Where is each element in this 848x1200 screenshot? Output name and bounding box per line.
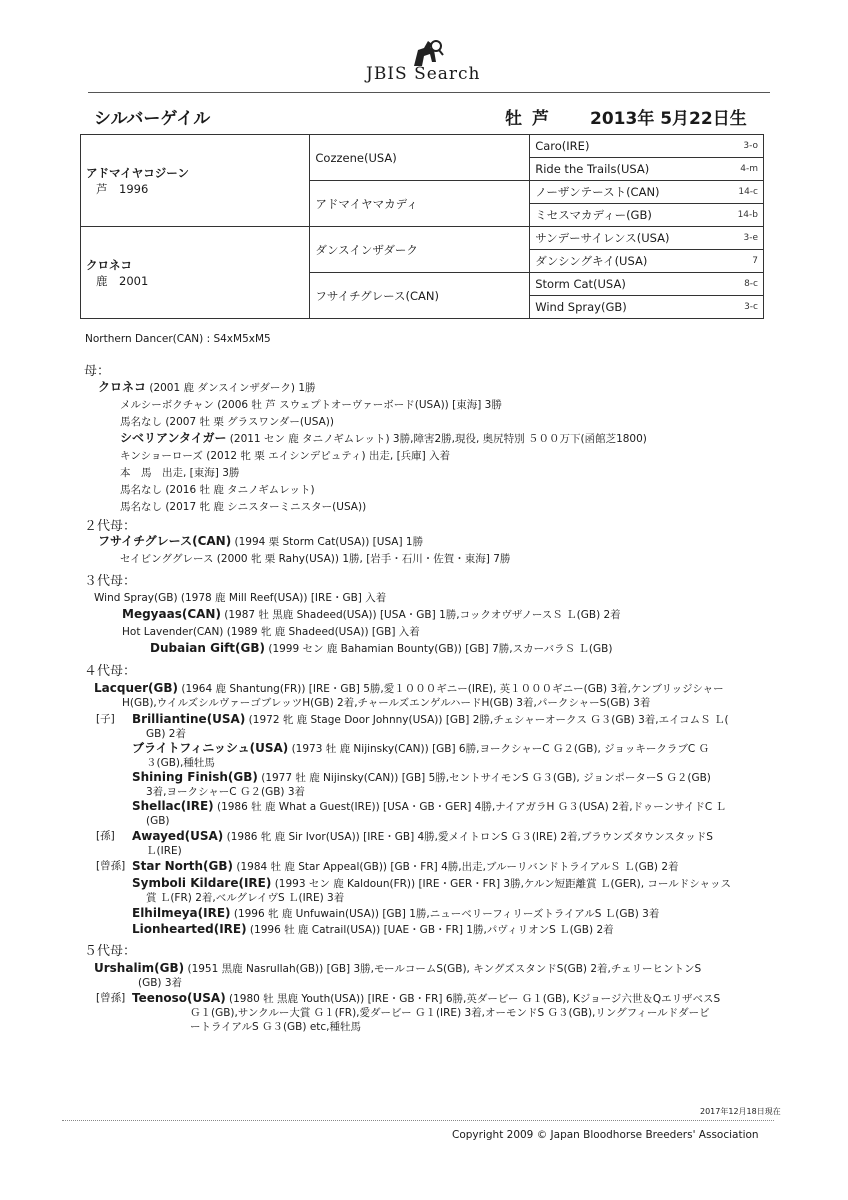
g3-ancestor: ノーザンテースト(CAN) xyxy=(530,181,729,204)
g3-ancestor: ダンシングキイ(USA) xyxy=(530,250,729,273)
relation-tag: [曾孫] xyxy=(96,992,126,1004)
section-3rd-dam: ３代母： xyxy=(84,574,137,589)
family-line: クロネコ (2001 鹿 ダンスインザダーク) 1勝 xyxy=(98,380,316,394)
family-line: Brilliantine(USA) (1972 牝 鹿 Stage Door Johnny(USA)) [GB] 2勝,チェシャーオークス Ｇ３(GB) 3着,エイコムＳ Ｌ( xyxy=(132,712,729,726)
sex-color: 牡芦 xyxy=(505,109,559,129)
jbis-logo xyxy=(360,38,500,88)
family-line: Shellac(IRE) (1986 牡 鹿 What a Guest(IRE)) [USA・GB・GER] 4勝,ナイアガラH Ｇ３(USA) 2着,ドゥーンサイドC Ｌ xyxy=(132,799,726,813)
sire-sire: Cozzene(USA) xyxy=(310,135,530,181)
g3-ancestor: Ride the Trails(USA) xyxy=(530,158,729,181)
family-line: ートライアルS Ｇ３(GB) etc,種牡馬 xyxy=(190,1021,362,1033)
family-line: Hot Lavender(CAN) (1989 牝 鹿 Shadeed(USA)) [GB] 入着 xyxy=(122,626,420,638)
g3-ancestor: Caro(IRE) xyxy=(530,135,729,158)
sire-name: アドマイヤコジーン xyxy=(86,165,190,180)
family-line: Star North(GB) (1984 牡 鹿 Star Appeal(GB)) [GB・FR] 4勝,出走,ブルーリバンドトライアルＳ Ｌ(GB) 2着 xyxy=(132,859,679,873)
family-number: 14-b xyxy=(729,204,763,227)
family-line: シベリアンタイガー (2011 セン 鹿 タニノギムレット) 3勝,障害2勝,現役, 奥尻特別 ５００万下(函館芝1800) xyxy=(120,431,647,445)
horse-name: シルバーゲイル xyxy=(94,109,211,129)
family-line: 馬名なし (2016 牡 鹿 タニノギムレット) xyxy=(120,484,315,496)
relation-tag: [孫] xyxy=(96,830,115,842)
family-number: 3-c xyxy=(729,296,763,319)
family-line: 賞 Ｌ(FR) 2着,ベルグレイヴS Ｌ(IRE) 3着 xyxy=(146,892,345,904)
family-number: 3-e xyxy=(729,227,763,250)
family-line: Wind Spray(GB) (1978 鹿 Mill Reef(USA)) [IRE・GB] 入着 xyxy=(94,592,387,604)
family-number: 7 xyxy=(729,250,763,273)
family-line: Lionhearted(IRE) (1996 牡 鹿 Catrail(USA)) [UAE・GB・FR] 1勝,パヴィリオンS Ｌ(GB) 2着 xyxy=(132,922,614,936)
sire-detail: 芦 1996 xyxy=(96,181,149,196)
section-dam: 母： xyxy=(84,364,111,379)
family-line: Symboli Kildare(IRE) (1993 セン 鹿 Kaldoun(FR)) [IRE・GER・FR] 3勝,ケルン短距離賞 Ｌ(GER), コールドシャッス xyxy=(132,876,731,890)
section-4th-dam: ４代母： xyxy=(84,664,137,679)
family-line: H(GB),ウイルズシルヴァーゴブレッツH(GB) 2着,チャールズエンゲルハードH(GB) 3着,パークシャーS(GB) 3着 xyxy=(122,697,651,709)
family-line: フサイチグレース(CAN) (1994 栗 Storm Cat(USA)) [USA] 1勝 xyxy=(98,534,424,548)
family-line: ３(GB),種牡馬 xyxy=(146,757,215,769)
dam-sire: ダンスインザダーク xyxy=(310,227,530,273)
family-line: Urshalim(GB) (1951 黒鹿 Nasrullah(GB)) [GB] 3勝,モールコームS(GB), キングズスタンドS(GB) 2着,チェリーヒントンS xyxy=(94,961,702,975)
birth-date: 2013年 5月22日生 xyxy=(590,109,747,129)
family-line: 馬名なし (2007 牡 栗 グラスワンダー(USA)) xyxy=(120,416,334,428)
family-line: ブライトフィニッシュ(USA) (1973 牡 鹿 Nijinsky(CAN)) [GB] 6勝,ヨークシャーC Ｇ２(GB), ジョッキークラブC Ｇ xyxy=(132,741,710,755)
relation-tag: [曾孫] xyxy=(96,860,126,872)
sire-dam: アドマイヤマカディ xyxy=(310,181,530,227)
family-number: 3-o xyxy=(729,135,763,158)
family-line: Awayed(USA) (1986 牝 鹿 Sir Ivor(USA)) [IRE・GB] 4勝,愛メイトロンS Ｇ３(IRE) 2着,ブラウンズタウンスタッドS xyxy=(132,829,713,843)
family-line: 本 馬 出走, [東海] 3勝 xyxy=(120,467,240,479)
section-2nd-dam: ２代母： xyxy=(84,519,137,534)
dam-cell xyxy=(81,227,310,319)
family-line: セイビンググレース (2000 牝 栗 Rahy(USA)) 1勝, [岩手・石川・佐賀・東海] 7勝 xyxy=(120,553,511,565)
update-date: 2017年12月18日現在 xyxy=(700,1107,781,1116)
family-number: 8-c xyxy=(729,273,763,296)
relation-tag: [子] xyxy=(96,713,115,725)
family-line: Megyaas(CAN) (1987 牡 黒鹿 Shadeed(USA)) [USA・GB] 1勝,コックオヴザノースＳ Ｌ(GB) 2着 xyxy=(122,607,621,621)
pedigree-table xyxy=(80,134,764,319)
family-line: (GB) 3着 xyxy=(138,977,183,989)
family-line: Ｌ(IRE) xyxy=(146,845,182,857)
family-line: Dubaian Gift(GB) (1999 セン 鹿 Bahamian Bounty(GB)) [GB] 7勝,スカーバラＳ Ｌ(GB) xyxy=(150,641,613,655)
copyright: Copyright 2009 © Japan Bloodhorse Breeders' Association xyxy=(452,1129,759,1141)
family-line: メルシーボクチャン (2006 牡 芦 スウェプトオーヴァーボード(USA)) [東海] 3勝 xyxy=(120,399,502,411)
sire-cell xyxy=(81,135,310,227)
family-line: Lacquer(GB) (1964 鹿 Shantung(FR)) [IRE・GB] 5勝,愛１０００ギニー(IRE), 英１０００ギニー(GB) 3着,ケンブリッジシャー xyxy=(94,681,724,695)
family-line: Ｇ１(GB),サンクルー大賞 Ｇ１(FR),愛ダービー Ｇ１(IRE) 3着,オーモンドS Ｇ３(GB),リングフィールドダービ xyxy=(190,1007,710,1019)
family-line: GB) 2着 xyxy=(146,728,186,740)
family-number: 4-m xyxy=(729,158,763,181)
footer-rule xyxy=(62,1120,774,1121)
header-rule xyxy=(88,92,770,93)
family-line: 馬名なし (2017 牝 鹿 シニスターミニスター(USA)) xyxy=(120,501,367,513)
family-line: Shining Finish(GB) (1977 牡 鹿 Nijinsky(CAN)) [GB] 5勝,セントサイモンS Ｇ３(GB), ジョンポーターS Ｇ２(GB) xyxy=(132,770,711,784)
dam-dam: フサイチグレース(CAN) xyxy=(310,273,530,319)
logo-text: JBIS Search xyxy=(366,64,481,84)
dam-detail: 鹿 2001 xyxy=(96,273,149,288)
dam-name: クロネコ xyxy=(86,257,132,272)
family-line: 3着,ヨークシャーC Ｇ２(GB) 3着 xyxy=(146,786,306,798)
inbreeding-note: Northern Dancer(CAN) : S4xM5xM5 xyxy=(85,333,271,345)
family-number: 14-c xyxy=(729,181,763,204)
g3-ancestor: サンデーサイレンス(USA) xyxy=(530,227,729,250)
family-line: キンショーローズ (2012 牝 栗 エイシンデピュティ) 出走, [兵庫] 入着 xyxy=(120,450,451,462)
section-5th-dam: ５代母： xyxy=(84,944,137,959)
g3-ancestor: ミセスマカディー(GB) xyxy=(530,204,729,227)
family-line: Teenoso(USA) (1980 牡 黒鹿 Youth(USA)) [IRE・GB・FR] 6勝,英ダービー Ｇ１(GB), Kジョージ六世＆QエリザベスS xyxy=(132,991,721,1005)
g3-ancestor: Wind Spray(GB) xyxy=(530,296,729,319)
family-line: (GB) xyxy=(146,815,170,827)
g3-ancestor: Storm Cat(USA) xyxy=(530,273,729,296)
family-line: Elhilmeya(IRE) (1996 牝 鹿 Unfuwain(USA)) [GB] 1勝,ニューベリーフィリーズトライアルS Ｌ(GB) 3着 xyxy=(132,906,660,920)
